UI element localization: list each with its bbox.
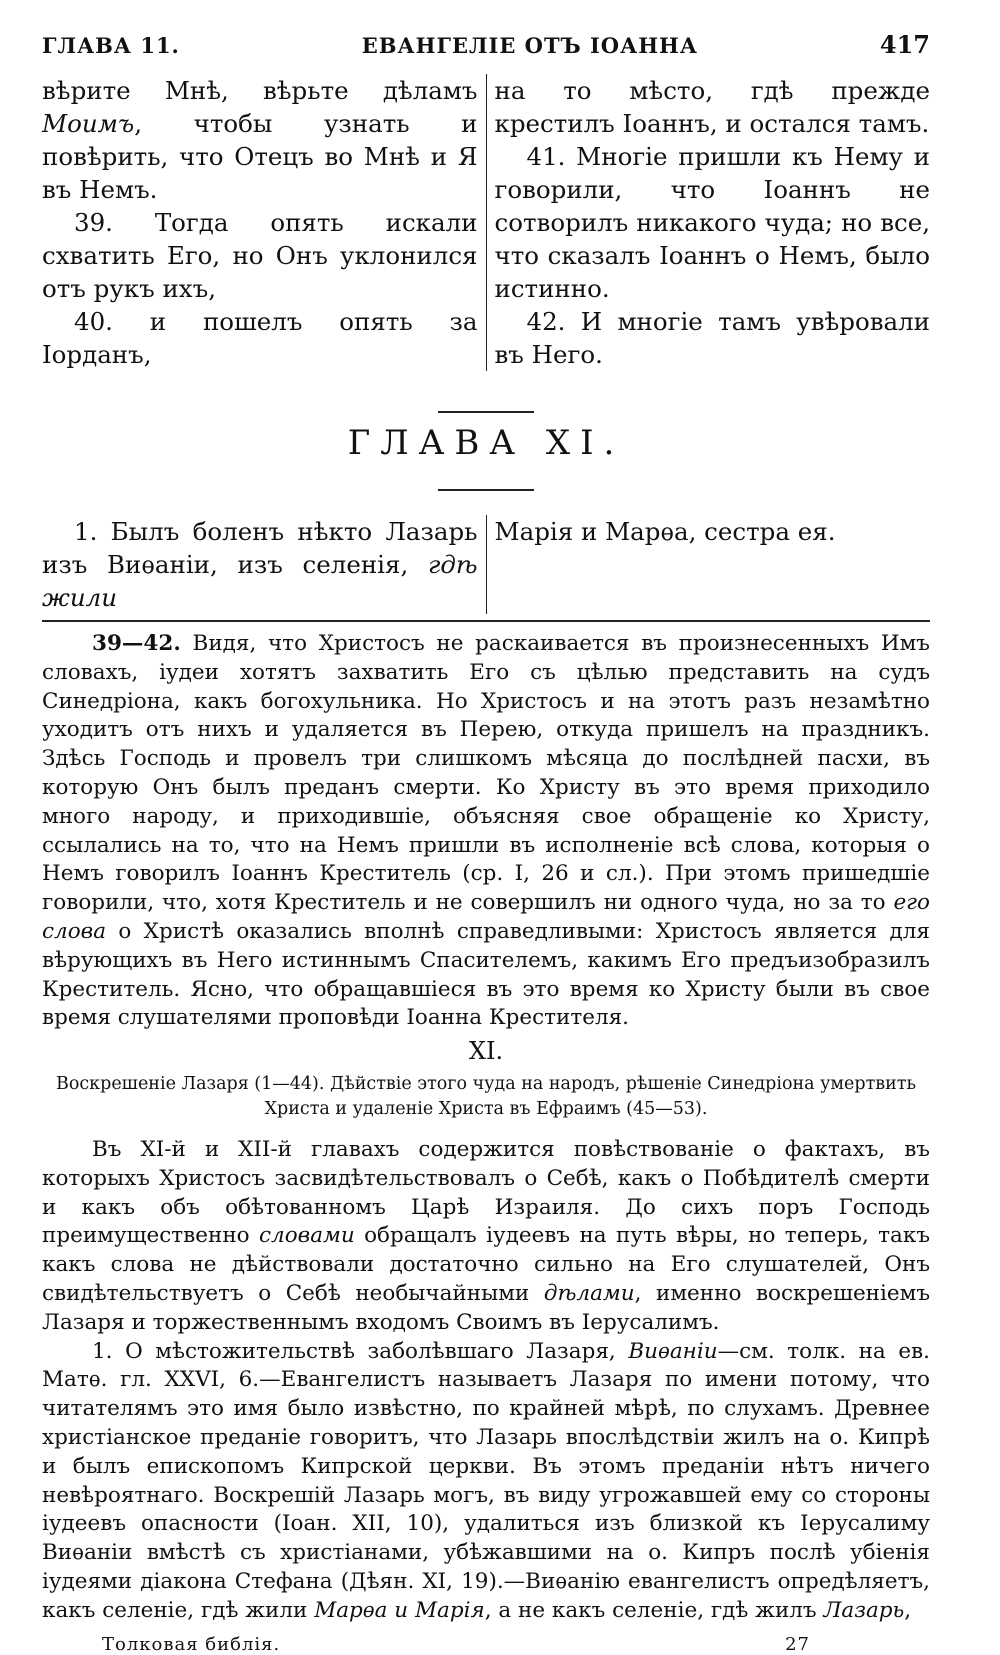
page-number: 417 (879, 30, 930, 59)
scripture-column-left (42, 74, 487, 371)
commentary-rule (42, 620, 930, 622)
divider-bottom (438, 489, 534, 491)
verse-40-end: на то мѣсто, гдѣ прежде крестилъ Іоаннъ, и остался тамъ. (494, 76, 930, 138)
scripture-column-right (487, 74, 931, 371)
chapter-title: ГЛАВА XI. (347, 423, 625, 463)
verse-41: 41. Многіе пришли къ Нему и говорили, что Іоаннъ не сотворилъ никакого чуда; но все, что сказалъ Іоаннъ о Немъ, было истинно. (494, 142, 930, 303)
verse-42: 42. И многіе тамъ увѣровали въ Него. (494, 307, 930, 369)
verse-39: 39. Тогда опять искали схватить Его, но Онъ уклонился отъ рукъ ихъ, (42, 208, 478, 303)
section-number: XI. (468, 1037, 504, 1066)
chapter-column-left (42, 515, 487, 614)
book-title: ЕВАНГЕЛІЕ ОТЪ ІОАННА (361, 33, 698, 58)
chapter-label: ГЛАВА 11. (42, 33, 180, 58)
verse-38-end: вѣрите Мнѣ, вѣрьте дѣламъ Моимъ, чтобы узнать и повѣрить, что Отецъ во Мнѣ и Я въ Немъ. (42, 76, 478, 204)
chapter-column-right (487, 515, 931, 614)
running-head (42, 30, 930, 74)
footer-book-name: Толковая библія. (102, 1633, 281, 1655)
signature-number: 27 (785, 1633, 810, 1655)
scripture-columns-chapter (42, 515, 930, 614)
divider-top (438, 411, 534, 413)
verse-reference: 39—42. (92, 631, 181, 656)
commentary-paragraph-verse-1: 1. О мѣстожительствѣ заболѣвшаго Лазаря, Виѳаніи—см. толк. на ев. Матѳ. гл. XXVI, 6.—Евангелистъ называетъ Лазаря по имени потому, что читателямъ это имя было извѣстно, по крайней мѣрѣ, по слухамъ. Древнее христіанское преданіе говоритъ, что Лазарь впослѣдствіи жилъ на о. Кипрѣ и былъ епископомъ Кипрской церкви. Въ этомъ преданіи нѣтъ ничего невѣроятнаго. Воскрешій Лазарь могъ, въ виду угрожавшей ему со стороны іудеевъ опасности (Іоан. XII, 10), удалиться изъ близкой къ Іерусалиму Виѳаніи вмѣстѣ съ христіанами, убѣжавшими на о. Кипръ послѣ убіенія іудеями діакона Стефана (Дѣян. XI, 19).—Виѳанію евангелистъ опредѣляетъ, какъ селеніе, гдѣ жили Марѳа и Марія, а не какъ селеніе, гдѣ жилъ Лазарь, (42, 1338, 930, 1623)
verse-1: 1. Былъ боленъ нѣкто Лазарь изъ Виѳаніи, изъ селенія, гдѣ жили (42, 517, 478, 612)
commentary-paragraph-intro: Въ XI-й и XII-й главахъ содержится повѣствованіе о фактахъ, въ которыхъ Христосъ засвидѣтельствовалъ о Себѣ, какъ о Побѣдителѣ смерти и какъ объ обѣтованномъ Царѣ Израиля. До сихъ поръ Господь преимущественно словами обращалъ іудеевъ на путь вѣры, но теперь, такъ какъ слова не дѣйствовали достаточно сильно на Его слушателей, Онъ свидѣтельствуетъ о Себѣ необычайными дѣлами, именно воскрешеніемъ Лазаря и торжественнымъ входомъ Своимъ въ Іерусалимъ. (42, 1136, 930, 1335)
section-summary: Воскрешеніе Лазаря (1—44). Дѣйствіе этого чуда на народъ, рѣшеніе Синедріона умертвить Христа и удаленіе Христа въ Ефраимъ (45—53). (55, 1073, 917, 1119)
commentary (42, 630, 930, 1626)
page-footer (42, 1626, 930, 1655)
scripture-columns-top (42, 74, 930, 371)
verse-1-end: Марія и Марѳа, сестра ея. (494, 517, 836, 546)
verse-40: 40. и пошелъ опять за Іорданъ, (42, 307, 478, 369)
commentary-paragraph-39-42: 39—42. Видя, что Христосъ не раскаивается въ произнесенныхъ Имъ словахъ, іудеи хотятъ захватить Его съ цѣлью представить на судъ Синедріона, какъ богохульника. Но Христосъ и на этотъ разъ незамѣтно уходитъ отъ нихъ и удаляется въ Перею, откуда пришелъ на праздникъ. Здѣсь Господь и провелъ три слишкомъ мѣсяца до послѣдней пасхи, въ которую Онъ былъ преданъ смерти. Ко Христу въ это время приходило много народу, и приходившіе, объясняя свое обращеніе ко Христу, ссылались на то, что на Немъ пришли въ исполненіе всѣ слова, которыя о Немъ говорилъ Іоаннъ Креститель (ср. I, 26 и сл.). При этомъ пришедшіе говорили, что, хотя Креститель и не совершилъ ни одного чуда, но за то его слова о Христѣ оказались вполнѣ справедливыми: Христосъ является для вѣрующихъ въ Него истиннымъ Спасителемъ, какимъ Его предъизобразилъ Креститель. Ясно, что обращавшіеся въ это время ко Христу были въ свое время слушателями проповѣди Іоанна Крестителя. (42, 631, 930, 1031)
